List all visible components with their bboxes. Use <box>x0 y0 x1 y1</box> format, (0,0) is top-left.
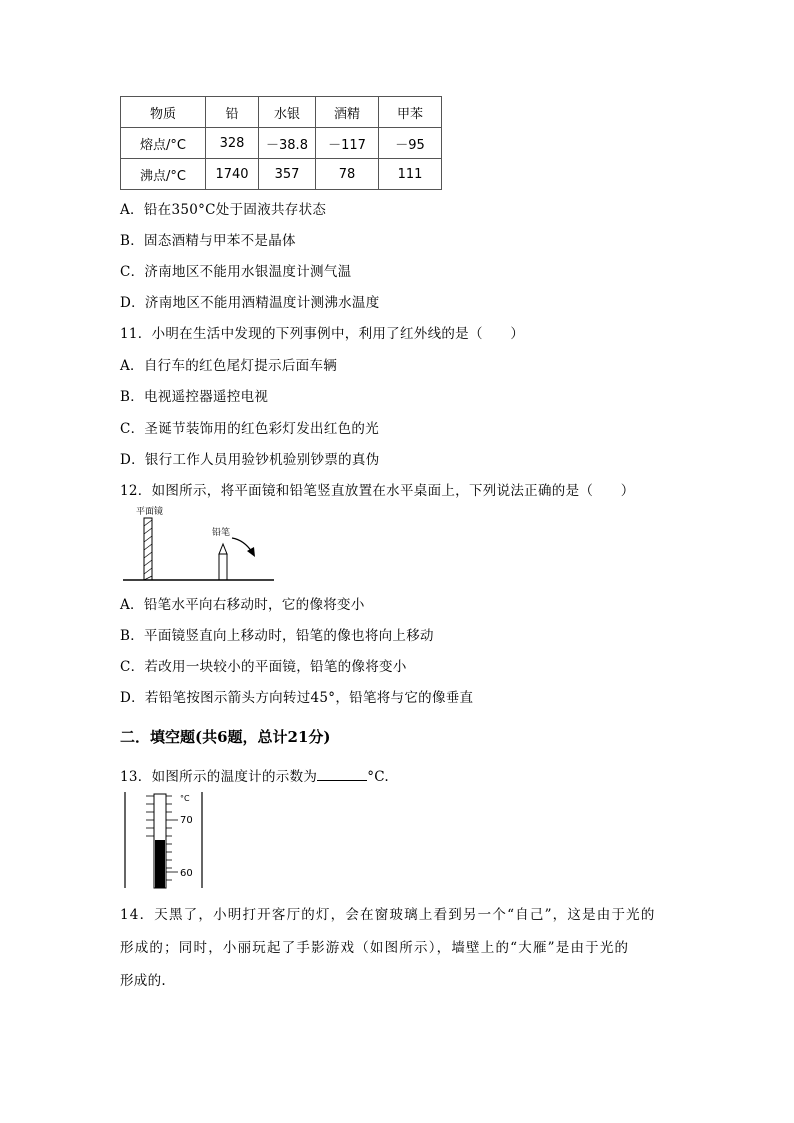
table-cell: 水银 <box>259 97 316 128</box>
tick-label-bottom: 60 <box>180 868 193 879</box>
q10-option-c: C．济南地区不能用水银温度计测气温 <box>120 264 352 280</box>
q11-option-b: B．电视遥控器遥控电视 <box>120 389 269 405</box>
table-cell: －38.8 <box>259 128 316 159</box>
tick-label-top: 70 <box>180 815 193 826</box>
q14-line-3: 形成的. <box>120 973 166 989</box>
q13-stem-before: 13．如图所示的温度计的示数为 <box>120 769 318 785</box>
q13-stem-after: °C. <box>367 769 389 785</box>
table-row <box>121 128 442 159</box>
q12-option-d: D．若铅笔按图示箭头方向转过45°，铅笔将与它的像垂直 <box>120 690 474 706</box>
table-cell: 沸点/°C <box>121 159 206 190</box>
q11-option-a: A．自行车的红色尾灯提示后面车辆 <box>120 358 338 374</box>
q12-stem: 12．如图所示，将平面镜和铅笔竖直放置在水平桌面上，下列说法正确的是（ ） <box>120 483 635 499</box>
q14-line-1: 14．天黑了，小明打开客厅的灯，会在窗玻璃上看到另一个“自己”，这是由于光的 <box>120 907 656 923</box>
q12-option-c: C．若改用一块较小的平面镜，铅笔的像将变小 <box>120 659 407 675</box>
table-header-row <box>121 97 442 128</box>
q10-option-d: D．济南地区不能用酒精温度计测沸水温度 <box>120 295 380 311</box>
table-cell: 酒精 <box>316 97 379 128</box>
answer-blank <box>317 768 367 781</box>
pencil-tip <box>219 544 227 554</box>
table-cell: 328 <box>206 128 259 159</box>
unit-label: °C <box>180 794 190 803</box>
q10-option-a: A．铅在350°C处于固液共存状态 <box>120 202 327 218</box>
q12-option-a: A．铅笔水平向右移动时，它的像将变小 <box>120 597 365 613</box>
q10-option-b: B．固态酒精与甲苯不是晶体 <box>120 233 296 249</box>
mirror-pencil-figure <box>120 500 275 585</box>
table-cell: 78 <box>316 159 379 190</box>
thermometer-liquid <box>155 840 165 888</box>
table-cell: 甲苯 <box>379 97 442 128</box>
q11-option-d: D．银行工作人员用验钞机验别钞票的真伪 <box>120 452 380 468</box>
properties-table <box>120 96 442 190</box>
pencil-shape <box>219 554 227 580</box>
arrow-head-icon <box>247 547 255 557</box>
table-cell: 熔点/°C <box>121 128 206 159</box>
pencil-label: 铅笔 <box>212 528 231 538</box>
q13-stem <box>120 765 389 785</box>
table-cell: 铅 <box>206 97 259 128</box>
table-cell: 1740 <box>206 159 259 190</box>
thermometer-figure <box>124 790 204 890</box>
table-cell: 357 <box>259 159 316 190</box>
mirror-label: 平面镜 <box>136 507 164 517</box>
table-cell: 物质 <box>121 97 206 128</box>
section-title: 二．填空题(共6题，总计21分) <box>120 728 331 746</box>
q12-option-b: B．平面镜竖直向上移动时，铅笔的像也将向上移动 <box>120 628 434 644</box>
table-row <box>121 159 442 190</box>
table-cell: 111 <box>379 159 442 190</box>
table-cell: －117 <box>316 128 379 159</box>
q11-option-c: C．圣诞节装饰用的红色彩灯发出红色的光 <box>120 421 380 437</box>
table-cell: －95 <box>379 128 442 159</box>
q11-stem: 11．小明在生活中发现的下列事例中，利用了红外线的是（ ） <box>120 326 525 342</box>
q14-line-2: 形成的；同时，小丽玩起了手影游戏（如图所示），墙壁上的“大雁”是由于光的 <box>120 940 630 956</box>
